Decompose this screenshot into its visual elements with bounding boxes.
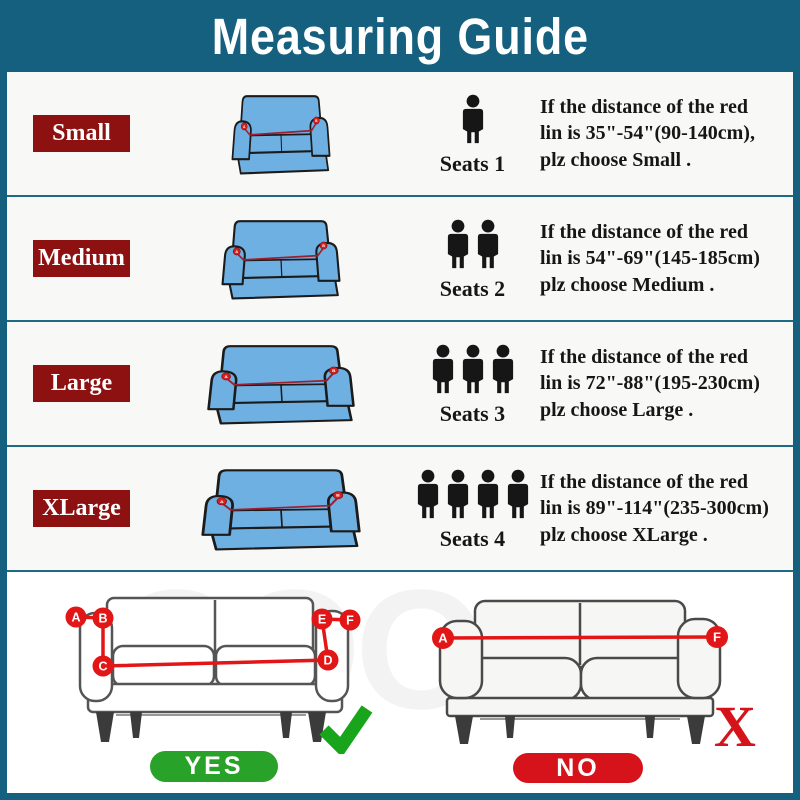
seats-label: Seats 2 xyxy=(439,276,506,301)
desc-line: lin is 54"-69"(145-185cm) xyxy=(540,247,760,270)
person-icon xyxy=(444,465,472,523)
header xyxy=(0,0,800,72)
size-description xyxy=(540,94,793,173)
size-badge-xlarge: XLarge xyxy=(33,490,130,527)
marker-d-label: D xyxy=(323,653,333,668)
size-row-small xyxy=(7,72,793,197)
measure-comparison xyxy=(7,572,793,793)
content-frame xyxy=(7,72,793,793)
desc-line: If the distance of the red xyxy=(540,220,748,243)
people-icons xyxy=(405,215,540,273)
person-icon xyxy=(504,465,532,523)
sofa-xlarge-icon xyxy=(186,466,376,552)
person-icon xyxy=(459,90,487,148)
marker-f-label: F xyxy=(346,613,354,628)
size-row-xlarge xyxy=(7,447,793,572)
person-icon xyxy=(474,465,502,523)
wrong-measure-diagram xyxy=(405,588,775,756)
marker-f-label: F xyxy=(713,629,721,645)
people-icons xyxy=(405,465,540,523)
desc-line: plz choose Medium . xyxy=(540,273,715,296)
yes-label: YES xyxy=(150,751,278,782)
desc-line: If the distance of the red xyxy=(540,95,748,118)
size-description xyxy=(540,469,793,548)
page-title: Measuring Guide xyxy=(211,7,589,65)
person-icon xyxy=(444,215,472,273)
size-row-medium xyxy=(7,197,793,322)
marker-e-label: E xyxy=(317,612,327,627)
people-icons xyxy=(405,90,540,148)
desc-line: plz choose Small . xyxy=(540,148,692,171)
marker-a-label: A xyxy=(438,630,448,646)
people-icons xyxy=(405,340,540,398)
sofa-small-icon xyxy=(222,92,340,176)
person-icon xyxy=(429,340,457,398)
marker-a-label: A xyxy=(71,610,81,625)
person-icon xyxy=(459,340,487,398)
desc-line: If the distance of the red xyxy=(540,345,748,368)
desc-line: If the distance of the red xyxy=(540,470,748,493)
x-mark-icon: X xyxy=(714,694,756,756)
size-row-large xyxy=(7,322,793,447)
size-badge-medium: Medium xyxy=(33,240,130,277)
person-icon xyxy=(489,340,517,398)
size-badge-large: Large xyxy=(33,365,130,402)
marker-c-label: C xyxy=(98,659,108,674)
seats-label: Seats 3 xyxy=(439,401,506,426)
sofa-medium-icon xyxy=(210,217,352,301)
sofa-large-icon xyxy=(193,342,369,426)
size-description xyxy=(540,219,793,298)
correct-measure-diagram xyxy=(30,582,380,754)
marker-b-label: B xyxy=(98,611,108,626)
desc-line: plz choose XLarge . xyxy=(540,523,708,546)
no-label: NO xyxy=(513,753,643,783)
desc-line: lin is 89"-114"(235-300cm) xyxy=(540,497,769,520)
seats-label: Seats 1 xyxy=(439,151,506,176)
person-icon xyxy=(474,215,502,273)
desc-line: plz choose Large . xyxy=(540,398,694,421)
checkmark-icon xyxy=(324,709,367,747)
desc-line: lin is 35"-54"(90-140cm), xyxy=(540,122,755,145)
person-icon xyxy=(414,465,442,523)
size-badge-small: Small xyxy=(33,115,130,152)
seats-label: Seats 4 xyxy=(439,526,506,551)
desc-line: lin is 72"-88"(195-230cm) xyxy=(540,372,760,395)
size-description xyxy=(540,344,793,423)
